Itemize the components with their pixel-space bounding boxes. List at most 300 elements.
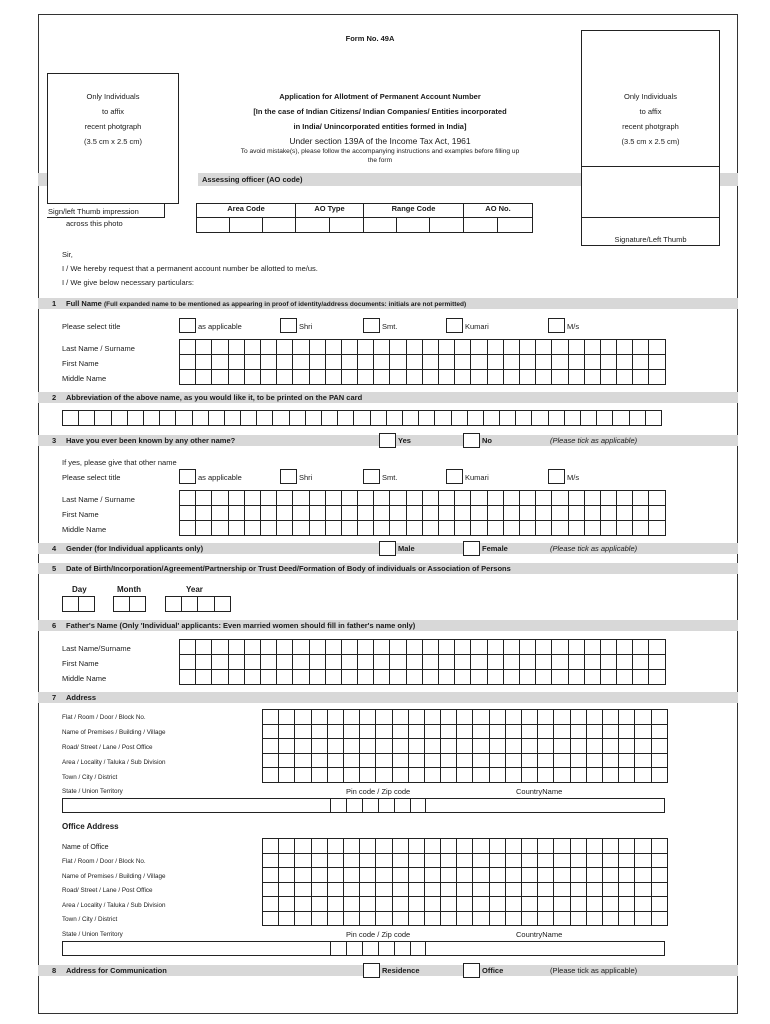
char-box[interactable] — [261, 670, 277, 685]
char-box[interactable] — [587, 739, 603, 754]
char-box[interactable] — [536, 370, 552, 385]
char-box[interactable] — [295, 754, 311, 769]
char-box[interactable] — [360, 710, 376, 725]
char-box[interactable] — [360, 868, 376, 883]
char-box[interactable] — [293, 355, 309, 370]
title-checkbox-ms[interactable] — [548, 318, 565, 333]
char-box[interactable] — [488, 640, 504, 655]
char-box[interactable] — [554, 897, 570, 912]
char-box[interactable] — [585, 370, 601, 385]
char-box[interactable] — [617, 521, 633, 536]
char-box[interactable] — [569, 670, 585, 685]
char-box[interactable] — [439, 655, 455, 670]
char-box[interactable] — [344, 725, 360, 740]
char-box[interactable] — [520, 670, 536, 685]
char-box[interactable] — [245, 506, 261, 521]
char-box[interactable] — [603, 854, 619, 869]
char-box[interactable] — [295, 739, 311, 754]
char-box[interactable] — [601, 521, 617, 536]
char-box[interactable] — [277, 521, 293, 536]
char-box[interactable] — [409, 725, 425, 740]
char-box[interactable] — [261, 506, 277, 521]
char-box[interactable] — [569, 640, 585, 655]
char-box[interactable] — [603, 883, 619, 898]
char-box[interactable] — [425, 897, 441, 912]
char-box[interactable] — [261, 521, 277, 536]
char-box[interactable] — [360, 839, 376, 854]
char-box[interactable] — [358, 655, 374, 670]
char-box[interactable] — [619, 725, 635, 740]
char-box[interactable] — [441, 725, 457, 740]
char-box[interactable] — [425, 739, 441, 754]
char-box[interactable] — [490, 897, 506, 912]
char-box[interactable] — [652, 710, 668, 725]
char-box[interactable] — [439, 355, 455, 370]
char-box[interactable] — [439, 340, 455, 355]
char-box[interactable] — [326, 640, 342, 655]
char-box[interactable] — [423, 370, 439, 385]
char-box[interactable] — [295, 725, 311, 740]
char-box[interactable] — [552, 370, 568, 385]
char-box[interactable] — [376, 839, 392, 854]
char-box[interactable] — [538, 854, 554, 869]
char-box[interactable] — [328, 739, 344, 754]
char-box[interactable] — [310, 506, 326, 521]
char-box[interactable] — [407, 670, 423, 685]
char-box[interactable] — [633, 521, 649, 536]
char-box[interactable] — [212, 506, 228, 521]
char-box[interactable] — [506, 854, 522, 869]
char-box[interactable] — [409, 768, 425, 783]
char-box[interactable] — [245, 491, 261, 506]
char-box[interactable] — [306, 411, 322, 426]
char-box[interactable] — [536, 655, 552, 670]
char-box[interactable] — [619, 854, 635, 869]
char-box[interactable] — [504, 340, 520, 355]
char-box[interactable] — [488, 655, 504, 670]
char-box[interactable] — [471, 506, 487, 521]
char-box[interactable] — [504, 670, 520, 685]
char-box[interactable] — [617, 655, 633, 670]
char-box[interactable] — [180, 506, 196, 521]
char-box[interactable] — [79, 411, 95, 426]
char-box[interactable] — [293, 521, 309, 536]
char-box[interactable] — [229, 370, 245, 385]
dob-day-cells[interactable] — [62, 596, 95, 612]
char-box[interactable] — [326, 340, 342, 355]
gender-male-checkbox[interactable] — [379, 541, 396, 556]
char-box[interactable] — [549, 411, 565, 426]
char-box[interactable] — [617, 640, 633, 655]
char-box[interactable] — [652, 854, 668, 869]
char-box[interactable] — [358, 670, 374, 685]
char-box[interactable] — [522, 710, 538, 725]
residence-state-pin-country-row[interactable] — [62, 798, 665, 813]
char-box[interactable] — [374, 521, 390, 536]
char-box[interactable] — [295, 897, 311, 912]
char-box[interactable] — [571, 854, 587, 869]
char-box[interactable] — [522, 839, 538, 854]
char-box[interactable] — [587, 754, 603, 769]
char-box[interactable] — [652, 754, 668, 769]
char-box[interactable] — [279, 710, 295, 725]
char-box[interactable] — [571, 754, 587, 769]
char-box[interactable] — [322, 411, 338, 426]
char-box[interactable] — [473, 710, 489, 725]
char-box[interactable] — [263, 868, 279, 883]
char-box[interactable] — [652, 768, 668, 783]
char-box[interactable] — [310, 521, 326, 536]
char-box[interactable] — [506, 868, 522, 883]
title-checkbox-as-applicable[interactable] — [179, 318, 196, 333]
char-box[interactable] — [473, 912, 489, 927]
char-box[interactable] — [328, 897, 344, 912]
char-box[interactable] — [471, 521, 487, 536]
char-box[interactable] — [571, 768, 587, 783]
char-box[interactable] — [180, 655, 196, 670]
char-box[interactable] — [376, 868, 392, 883]
char-box[interactable] — [342, 506, 358, 521]
char-box[interactable] — [360, 897, 376, 912]
char-box[interactable] — [649, 370, 665, 385]
char-box[interactable] — [277, 370, 293, 385]
char-box[interactable] — [597, 411, 613, 426]
char-box[interactable] — [295, 839, 311, 854]
char-box[interactable] — [441, 768, 457, 783]
char-box[interactable] — [130, 597, 146, 612]
char-box[interactable] — [196, 670, 212, 685]
char-box[interactable] — [488, 521, 504, 536]
char-box[interactable] — [633, 370, 649, 385]
char-box[interactable] — [261, 340, 277, 355]
char-box[interactable] — [441, 912, 457, 927]
char-box[interactable] — [538, 839, 554, 854]
char-box[interactable] — [229, 655, 245, 670]
char-box[interactable] — [229, 521, 245, 536]
char-box[interactable] — [328, 912, 344, 927]
char-box[interactable] — [79, 597, 95, 612]
char-box[interactable] — [166, 597, 182, 612]
char-box[interactable] — [455, 355, 471, 370]
char-box[interactable] — [295, 768, 311, 783]
char-box[interactable] — [338, 411, 354, 426]
char-box[interactable] — [603, 739, 619, 754]
char-box[interactable] — [520, 340, 536, 355]
char-box[interactable] — [538, 710, 554, 725]
other-title-checkbox-smt[interactable] — [363, 469, 380, 484]
comm-office-checkbox[interactable] — [463, 963, 480, 978]
char-box[interactable] — [261, 640, 277, 655]
char-box[interactable] — [342, 370, 358, 385]
char-box[interactable] — [506, 912, 522, 927]
char-box[interactable] — [245, 655, 261, 670]
char-box[interactable] — [326, 670, 342, 685]
char-box[interactable] — [441, 897, 457, 912]
char-box[interactable] — [376, 725, 392, 740]
char-box[interactable] — [344, 868, 360, 883]
char-box[interactable] — [455, 506, 471, 521]
char-box[interactable] — [279, 768, 295, 783]
char-box[interactable] — [423, 655, 439, 670]
char-box[interactable] — [277, 670, 293, 685]
char-box[interactable] — [587, 768, 603, 783]
char-box[interactable] — [617, 506, 633, 521]
char-box[interactable] — [520, 355, 536, 370]
char-box[interactable] — [326, 521, 342, 536]
char-box[interactable] — [522, 868, 538, 883]
photo-box-right[interactable] — [581, 30, 720, 246]
char-box[interactable] — [601, 640, 617, 655]
other-name-yes-checkbox[interactable] — [379, 433, 396, 448]
char-box[interactable] — [490, 768, 506, 783]
char-box[interactable] — [128, 411, 144, 426]
char-box[interactable] — [536, 640, 552, 655]
char-box[interactable] — [310, 640, 326, 655]
char-box[interactable] — [295, 854, 311, 869]
char-box[interactable] — [229, 506, 245, 521]
char-box[interactable] — [473, 897, 489, 912]
char-box[interactable] — [193, 411, 209, 426]
char-box[interactable] — [360, 854, 376, 869]
char-box[interactable] — [488, 370, 504, 385]
char-box[interactable] — [293, 640, 309, 655]
char-box[interactable] — [374, 670, 390, 685]
char-box[interactable] — [261, 491, 277, 506]
char-box[interactable] — [552, 506, 568, 521]
char-box[interactable] — [212, 655, 228, 670]
char-box[interactable] — [393, 897, 409, 912]
char-box[interactable] — [374, 340, 390, 355]
char-box[interactable] — [342, 670, 358, 685]
char-box[interactable] — [504, 491, 520, 506]
char-box[interactable] — [587, 710, 603, 725]
char-box[interactable] — [310, 340, 326, 355]
char-box[interactable] — [552, 655, 568, 670]
char-box[interactable] — [114, 597, 130, 612]
char-box[interactable] — [601, 655, 617, 670]
char-box[interactable] — [63, 411, 79, 426]
residence-address-grid[interactable] — [262, 709, 668, 783]
char-box[interactable] — [585, 355, 601, 370]
char-box[interactable] — [261, 355, 277, 370]
char-box[interactable] — [455, 670, 471, 685]
char-box[interactable] — [180, 640, 196, 655]
char-box[interactable] — [358, 506, 374, 521]
char-box[interactable] — [180, 370, 196, 385]
char-box[interactable] — [652, 725, 668, 740]
char-box[interactable] — [263, 739, 279, 754]
char-box[interactable] — [425, 912, 441, 927]
char-box[interactable] — [279, 854, 295, 869]
char-box[interactable] — [468, 411, 484, 426]
char-box[interactable] — [328, 854, 344, 869]
char-box[interactable] — [263, 768, 279, 783]
char-box[interactable] — [409, 883, 425, 898]
char-box[interactable] — [554, 754, 570, 769]
char-box[interactable] — [423, 521, 439, 536]
char-box[interactable] — [552, 670, 568, 685]
char-box[interactable] — [312, 868, 328, 883]
char-box[interactable] — [439, 491, 455, 506]
char-box[interactable] — [245, 355, 261, 370]
char-box[interactable] — [374, 640, 390, 655]
char-box[interactable] — [409, 912, 425, 927]
char-box[interactable] — [360, 754, 376, 769]
father-name-grid[interactable] — [179, 639, 666, 685]
char-box[interactable] — [439, 521, 455, 536]
char-box[interactable] — [441, 754, 457, 769]
char-box[interactable] — [585, 670, 601, 685]
char-box[interactable] — [506, 739, 522, 754]
char-box[interactable] — [241, 411, 257, 426]
char-box[interactable] — [633, 355, 649, 370]
char-box[interactable] — [569, 370, 585, 385]
char-box[interactable] — [376, 854, 392, 869]
char-box[interactable] — [585, 640, 601, 655]
char-box[interactable] — [360, 912, 376, 927]
char-box[interactable] — [295, 883, 311, 898]
char-box[interactable] — [196, 355, 212, 370]
char-box[interactable] — [569, 491, 585, 506]
char-box[interactable] — [196, 491, 212, 506]
char-box[interactable] — [554, 839, 570, 854]
char-box[interactable] — [452, 411, 468, 426]
char-box[interactable] — [635, 710, 651, 725]
char-box[interactable] — [277, 491, 293, 506]
char-box[interactable] — [635, 754, 651, 769]
char-box[interactable] — [293, 506, 309, 521]
char-box[interactable] — [263, 754, 279, 769]
char-box[interactable] — [587, 839, 603, 854]
char-box[interactable] — [633, 506, 649, 521]
char-box[interactable] — [423, 670, 439, 685]
char-box[interactable] — [293, 655, 309, 670]
char-box[interactable] — [196, 506, 212, 521]
char-box[interactable] — [633, 670, 649, 685]
char-box[interactable] — [407, 521, 423, 536]
char-box[interactable] — [457, 725, 473, 740]
char-box[interactable] — [471, 655, 487, 670]
char-box[interactable] — [457, 912, 473, 927]
char-box[interactable] — [504, 640, 520, 655]
char-box[interactable] — [538, 754, 554, 769]
char-box[interactable] — [587, 854, 603, 869]
char-box[interactable] — [295, 868, 311, 883]
char-box[interactable] — [571, 912, 587, 927]
char-box[interactable] — [538, 768, 554, 783]
char-box[interactable] — [344, 768, 360, 783]
char-box[interactable] — [552, 355, 568, 370]
char-box[interactable] — [245, 521, 261, 536]
char-box[interactable] — [293, 340, 309, 355]
char-box[interactable] — [277, 655, 293, 670]
char-box[interactable] — [649, 655, 665, 670]
char-box[interactable] — [441, 868, 457, 883]
char-box[interactable] — [310, 370, 326, 385]
other-title-checkbox-ms[interactable] — [548, 469, 565, 484]
abbreviation-grid[interactable] — [62, 410, 662, 426]
char-box[interactable] — [587, 883, 603, 898]
char-box[interactable] — [571, 897, 587, 912]
char-box[interactable] — [565, 411, 581, 426]
char-box[interactable] — [603, 754, 619, 769]
char-box[interactable] — [603, 768, 619, 783]
char-box[interactable] — [457, 739, 473, 754]
char-box[interactable] — [603, 912, 619, 927]
char-box[interactable] — [390, 521, 406, 536]
char-box[interactable] — [390, 370, 406, 385]
char-box[interactable] — [439, 670, 455, 685]
char-box[interactable] — [457, 897, 473, 912]
char-box[interactable] — [506, 754, 522, 769]
char-box[interactable] — [633, 491, 649, 506]
char-box[interactable] — [326, 491, 342, 506]
char-box[interactable] — [536, 521, 552, 536]
char-box[interactable] — [520, 655, 536, 670]
char-box[interactable] — [538, 725, 554, 740]
gender-female-checkbox[interactable] — [463, 541, 480, 556]
char-box[interactable] — [409, 739, 425, 754]
char-box[interactable] — [554, 739, 570, 754]
char-box[interactable] — [457, 839, 473, 854]
char-box[interactable] — [619, 768, 635, 783]
char-box[interactable] — [360, 725, 376, 740]
char-box[interactable] — [393, 854, 409, 869]
char-box[interactable] — [279, 725, 295, 740]
char-box[interactable] — [354, 411, 370, 426]
char-box[interactable] — [295, 710, 311, 725]
char-box[interactable] — [358, 640, 374, 655]
char-box[interactable] — [455, 640, 471, 655]
char-box[interactable] — [635, 854, 651, 869]
char-box[interactable] — [342, 355, 358, 370]
char-box[interactable] — [522, 754, 538, 769]
char-box[interactable] — [196, 640, 212, 655]
char-box[interactable] — [554, 710, 570, 725]
char-box[interactable] — [160, 411, 176, 426]
char-box[interactable] — [473, 725, 489, 740]
char-box[interactable] — [409, 897, 425, 912]
char-box[interactable] — [488, 670, 504, 685]
char-box[interactable] — [229, 491, 245, 506]
char-box[interactable] — [473, 868, 489, 883]
other-title-checkbox-as-applicable[interactable] — [179, 469, 196, 484]
char-box[interactable] — [520, 491, 536, 506]
char-box[interactable] — [212, 640, 228, 655]
char-box[interactable] — [180, 670, 196, 685]
char-box[interactable] — [536, 340, 552, 355]
char-box[interactable] — [342, 340, 358, 355]
char-box[interactable] — [441, 839, 457, 854]
char-box[interactable] — [393, 739, 409, 754]
char-box[interactable] — [536, 506, 552, 521]
char-box[interactable] — [212, 340, 228, 355]
char-box[interactable] — [374, 491, 390, 506]
char-box[interactable] — [293, 491, 309, 506]
char-box[interactable] — [652, 883, 668, 898]
char-box[interactable] — [471, 640, 487, 655]
char-box[interactable] — [312, 912, 328, 927]
char-box[interactable] — [649, 521, 665, 536]
char-box[interactable] — [409, 868, 425, 883]
char-box[interactable] — [435, 411, 451, 426]
char-box[interactable] — [504, 521, 520, 536]
char-box[interactable] — [455, 491, 471, 506]
char-box[interactable] — [554, 768, 570, 783]
char-box[interactable] — [245, 670, 261, 685]
char-box[interactable] — [457, 883, 473, 898]
char-box[interactable] — [409, 754, 425, 769]
